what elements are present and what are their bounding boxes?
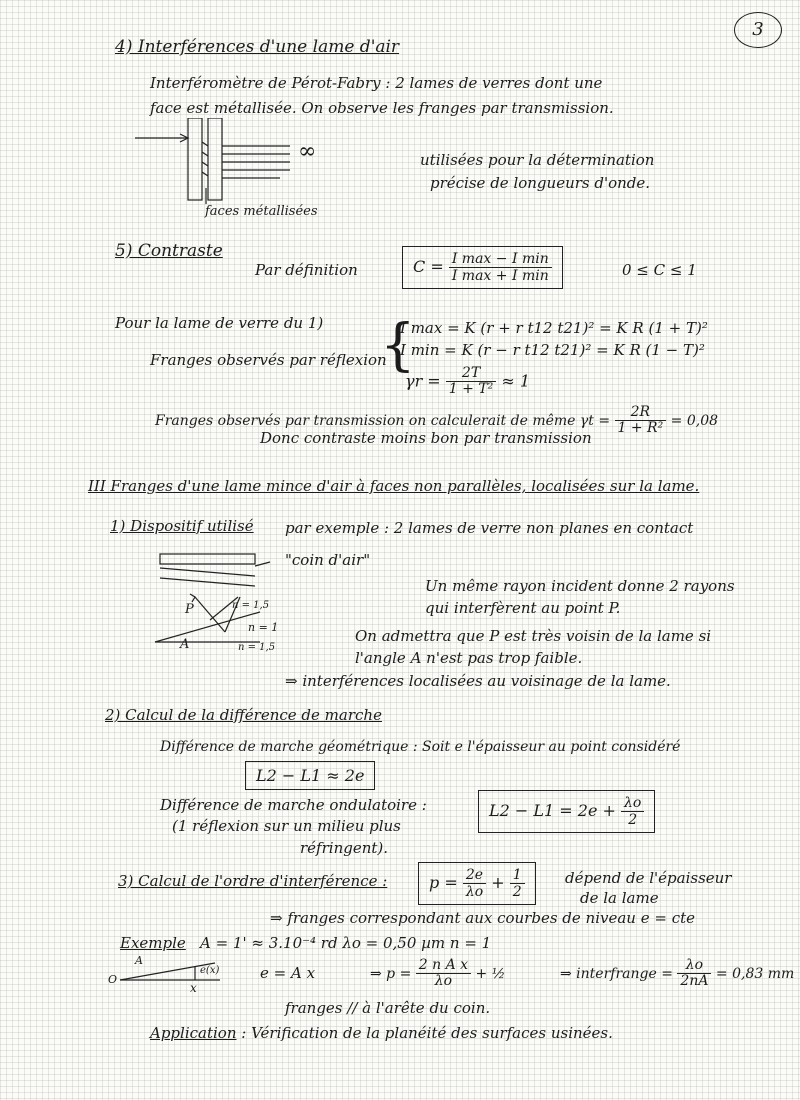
wave-result-fraction [621,795,644,828]
order-example-plus-half: + ½ [475,965,506,982]
section-4-heading: 4) Interférences d'une lame d'air [115,37,400,57]
brace: { [380,313,416,378]
perot-fabry-line-1: Interféromètre de Pérot-Fabry : 2 lames de verres dont une [150,74,603,92]
interfrange-numerator: λo [677,958,711,974]
wave-path-difference: Différence de marche ondulatoire : [160,796,427,814]
use-line-1: utilisées pour la détermination [420,151,655,169]
perot-fabry-line-2: face est métallisée. On observe les franges par transmission. [150,99,614,117]
order-example-denominator: λo [434,973,453,990]
page-number: 3 [734,12,782,48]
angle-label: A [135,954,143,967]
transmission-text: Franges observés par transmission on calculerait de même γt = [155,412,611,429]
gamma-r-expression [405,366,530,398]
faces-metallisees-label: faces métallisées [205,204,318,219]
reflection-note-2: réfringent). [300,839,389,857]
order-example-numerator: 2 n A x [416,958,471,974]
subsection-2-heading: 2) Calcul de la différence de marche [105,706,382,724]
depends-line-1: dépend de l'épaisseur [565,869,732,887]
contrast-lhs: C = [413,257,444,276]
gamma-r-approx: ≈ 1 [501,371,531,391]
wave-result-lhs: L2 − L1 = 2e + [489,801,616,820]
order-half-denominator: 2 [512,884,522,900]
admettra-line-2: l'angle A n'est pas trop faible. [355,649,583,667]
x-label: x [190,981,197,995]
exemple-values: A = 1' ≈ 3.10⁻⁴ rd λo = 0,50 µm n = 1 [200,934,492,952]
wave-result-box [478,790,655,833]
interfrange-denominator: 2nA [680,973,709,990]
contrast-fraction [449,251,552,284]
order-formula-box [418,862,536,905]
localisation-line: ⇒ interférences localisées au voisinage de la lame. [285,672,671,690]
origin-label: O [108,973,118,986]
coin-d-air-figure [155,548,275,588]
interfrange-fraction [677,958,711,990]
imax-equation: I max = K (r + r t12 t21)² = K R (1 + T)² [400,319,708,337]
reflection-note-1: (1 réflexion sur un milieu plus [172,817,401,835]
section-5-heading: 5) Contraste [115,241,223,261]
interfrange [560,958,794,990]
order-half-fraction [510,867,525,900]
infinity-symbol: ∞ [298,139,317,164]
index-n3: n = 1,5 [238,642,276,653]
geometric-path-difference: Différence de marche géométrique : Soit e l'épaisseur au point considéré [160,739,681,755]
gamma-r-fraction [446,366,497,398]
ex-label: e(x) [200,965,220,976]
use-line-2: précise de longueurs d'onde. [430,174,651,192]
gamma-t-value: = 0,08 [670,412,719,429]
section-3-heading: III Franges d'une lame mince d'air à faces non parallèles, localisées sur la lame. [88,477,700,495]
order-half-numerator: 1 [510,867,525,884]
interfrange-label: ⇒ interfrange = [560,965,673,982]
rayon-line-2: qui interfèrent au point P. [425,599,621,617]
order-plus: + [491,873,505,892]
admettra-line-1: On admettra que P est très voisin de la lame si [355,627,712,645]
exemple-label: Exemple [120,934,186,952]
point-a-label: A [180,637,190,652]
franges-reflexion: Franges observés par réflexion [150,351,387,369]
interfrange-value: = 0,83 mm [715,965,795,982]
order-fraction [463,867,486,900]
contrast-conclusion: Donc contraste moins bon par transmission [260,429,592,447]
franges-paralleles: franges // à l'arête du coin. [285,999,491,1017]
gamma-t-numerator: 2R [615,405,667,421]
index-n2: n = 1 [248,621,279,634]
depends-line-2: de la lame [580,889,659,907]
order-example [370,958,505,990]
order-numerator: 2e [463,867,486,884]
point-p-label: P [185,602,194,617]
order-example-lhs: ⇒ p = [370,965,412,982]
geometric-result-box: L2 − L1 ≈ 2e [245,761,375,790]
application-label: Application [150,1024,237,1042]
application-line [150,1025,613,1042]
definition-label: Par définition [255,261,358,279]
order-lhs: p = [429,873,458,892]
gamma-r-numerator: 2T [446,366,497,382]
rayon-line-1: Un même rayon incident donne 2 rayons [425,577,735,595]
order-example-fraction [416,958,471,990]
contrast-formula-box [402,246,563,289]
gamma-r-denominator: 1 + T² [448,381,494,398]
contrast-denominator: I max + I min [451,268,549,284]
franges-correspondant: ⇒ franges correspondant aux courbes de niveau e = cte [270,909,696,927]
imin-equation: I min = K (r − r t12 t21)² = K R (1 − T)² [400,341,705,359]
application-text: : Vérification de la planéité des surfaces usinées. [241,1024,613,1042]
perot-fabry-figure [130,118,370,208]
contrast-range: 0 ≤ C ≤ 1 [622,261,697,279]
order-denominator: λo [465,884,484,900]
lame-intro: Pour la lame de verre du 1) [115,314,324,332]
gamma-t-fraction [615,405,667,437]
wave-result-numerator: λo [621,795,644,812]
subsection-3-heading: 3) Calcul de l'ordre d'interférence : [118,872,388,890]
exemple-dispositif: par exemple : 2 lames de verre non planes en contact [285,519,694,537]
gamma-r-lhs: γr = [405,371,441,391]
thickness-equation: e = A x [260,964,316,982]
contrast-numerator: I max − I min [449,251,552,268]
wave-result-denominator: 2 [628,812,638,828]
subsection-1-heading: 1) Dispositif utilisé [110,517,254,535]
gamma-t-denominator: 1 + R² [617,420,664,437]
index-n1: n = 1,5 [232,600,270,611]
coin-d-air-label: "coin d'air" [285,551,371,569]
